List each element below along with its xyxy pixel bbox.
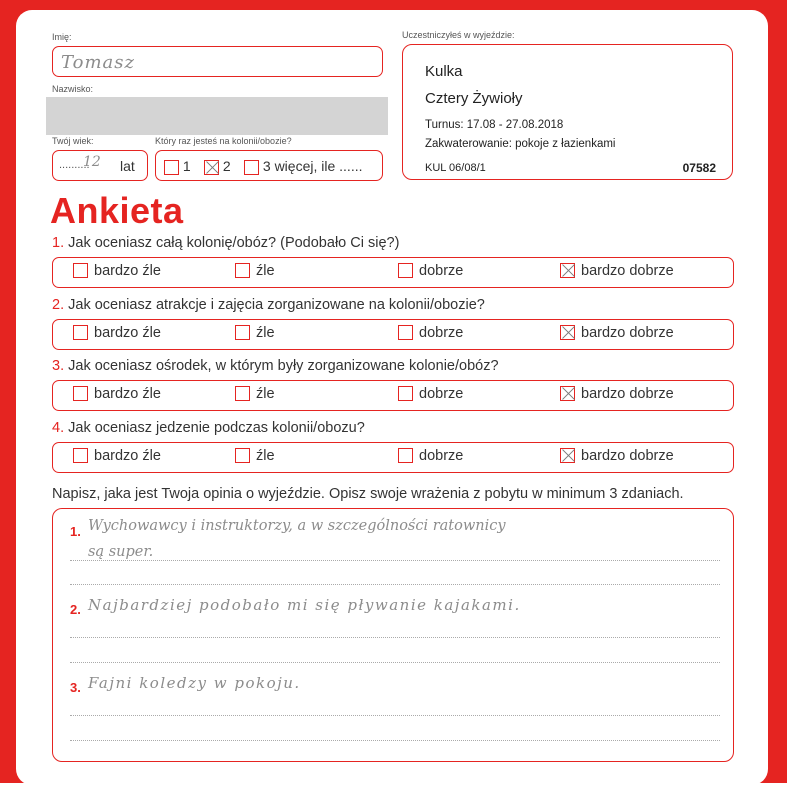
option-bardzo-zle[interactable] — [73, 325, 161, 341]
option-label: dobrze — [419, 325, 464, 341]
times-field — [155, 150, 383, 181]
option-bardzo-dobrze[interactable] — [560, 448, 674, 464]
option-label: dobrze — [419, 386, 464, 402]
rating-row-4 — [52, 442, 734, 473]
question-text: Jak oceniasz jedzenie podczas kolonii/obozu? — [68, 420, 365, 436]
option-label: bardzo źle — [94, 386, 161, 402]
checkbox[interactable] — [398, 325, 413, 340]
option-label: bardzo dobrze — [581, 448, 674, 464]
age-dots: .......... — [59, 159, 90, 171]
survey-title: Ankieta — [50, 190, 184, 231]
question-2 — [52, 297, 485, 313]
redacted-last-name — [46, 97, 388, 135]
age-value: 12 — [83, 154, 101, 170]
option-label: źle — [256, 386, 275, 402]
question-1 — [52, 235, 399, 251]
checkbox[interactable] — [235, 325, 250, 340]
option-dobrze[interactable] — [398, 263, 463, 279]
first-name-label: Imię: — [52, 32, 72, 42]
option-bardzo-zle[interactable] — [73, 263, 161, 279]
times-label: Który raz jesteś na kolonii/obozie? — [155, 136, 292, 146]
checkbox[interactable] — [73, 448, 88, 463]
question-number: 3. — [52, 358, 65, 374]
checkbox[interactable] — [398, 263, 413, 278]
trip-label: Uczestniczyłeś w wyjeździe: — [402, 30, 515, 40]
trip-info-box — [402, 44, 733, 180]
answer-1-line-1: Wychowawcy i instruktorzy, a w szczególności ratownicy — [88, 518, 506, 534]
times-option-3[interactable]: 3 więcej, ile ...... — [244, 158, 362, 175]
option-label: bardzo źle — [94, 263, 161, 279]
rating-row-2 — [52, 319, 734, 350]
age-unit: lat — [120, 158, 135, 174]
checkbox[interactable] — [235, 386, 250, 401]
option-zle[interactable] — [235, 448, 275, 464]
writing-line — [70, 662, 720, 663]
rating-row-1 — [52, 257, 734, 288]
option-label: dobrze — [419, 263, 464, 279]
checkbox[interactable] — [244, 160, 259, 175]
option-label: źle — [256, 448, 275, 464]
answer-number-2: 2. — [70, 602, 81, 617]
question-text: Jak oceniasz ośrodek, w którym były zorganizowane kolonie/obóz? — [68, 358, 499, 374]
trip-name: Kulka — [425, 63, 463, 80]
checkbox[interactable] — [73, 386, 88, 401]
age-label: Twój wiek: — [52, 136, 94, 146]
question-number: 4. — [52, 420, 65, 436]
first-name-value: Tomasz — [61, 52, 135, 73]
option-label: źle — [256, 325, 275, 341]
option-zle[interactable] — [235, 386, 275, 402]
option-dobrze[interactable] — [398, 386, 463, 402]
option-bardzo-dobrze[interactable] — [560, 386, 674, 402]
writing-line — [70, 584, 720, 585]
option-zle[interactable] — [235, 325, 275, 341]
option-zle[interactable] — [235, 263, 275, 279]
trip-turnus: Turnus: 17.08 - 27.08.2018 — [425, 119, 564, 131]
option-bardzo-dobrze[interactable] — [560, 325, 674, 341]
option-label: bardzo źle — [94, 325, 161, 341]
question-4 — [52, 420, 365, 436]
checkbox[interactable] — [235, 263, 250, 278]
checkbox[interactable] — [73, 325, 88, 340]
option-dobrze[interactable] — [398, 448, 463, 464]
question-number: 2. — [52, 297, 65, 313]
option-bardzo-dobrze[interactable] — [560, 263, 674, 279]
opinion-box[interactable] — [52, 508, 734, 762]
option-label: bardzo dobrze — [581, 386, 674, 402]
option-label: bardzo źle — [94, 448, 161, 464]
question-3 — [52, 358, 499, 374]
checkbox-checked[interactable] — [560, 386, 575, 401]
writing-line — [70, 560, 720, 561]
rating-row-3 — [52, 380, 734, 411]
age-field[interactable] — [52, 150, 148, 181]
answer-number-1: 1. — [70, 524, 81, 539]
writing-line — [70, 637, 720, 638]
option-bardzo-zle[interactable] — [73, 448, 161, 464]
writing-line — [70, 740, 720, 741]
question-number: 1. — [52, 235, 65, 251]
checkbox-checked[interactable] — [560, 263, 575, 278]
option-label: bardzo dobrze — [581, 325, 674, 341]
checkbox[interactable] — [398, 448, 413, 463]
checkbox-checked[interactable] — [204, 160, 219, 175]
times-option-2[interactable]: 2 — [204, 158, 231, 175]
option-dobrze[interactable] — [398, 325, 463, 341]
checkbox-checked[interactable] — [560, 325, 575, 340]
opinion-prompt: Napisz, jaka jest Twoja opinia o wyjeździe. Opisz swoje wrażenia z pobytu w minimum 3 zdaniach. — [52, 486, 684, 502]
first-name-field[interactable] — [52, 46, 383, 77]
checkbox-checked[interactable] — [560, 448, 575, 463]
answer-3-line-1: Fajni koledzy w pokoju. — [88, 674, 301, 692]
option-label: dobrze — [419, 448, 464, 464]
checkbox[interactable] — [164, 160, 179, 175]
answer-2-line-1: Najbardziej podobało mi się pływanie kajakami. — [88, 596, 521, 614]
answer-number-3: 3. — [70, 680, 81, 695]
option-bardzo-zle[interactable] — [73, 386, 161, 402]
writing-line — [70, 715, 720, 716]
answer-1-line-2: są super. — [88, 544, 154, 560]
times-option-1[interactable]: 1 — [164, 158, 191, 175]
trip-number: 07582 — [682, 161, 716, 175]
question-text: Jak oceniasz całą kolonię/obóz? (Podobało Ci się?) — [68, 235, 400, 251]
last-name-label: Nazwisko: — [52, 84, 94, 94]
checkbox[interactable] — [73, 263, 88, 278]
trip-code: KUL 06/08/1 — [425, 162, 486, 174]
trip-accommodation: Zakwaterowanie: pokoje z łazienkami — [425, 138, 616, 150]
question-text: Jak oceniasz atrakcje i zajęcia zorganizowane na kolonii/obozie? — [68, 297, 485, 313]
checkbox[interactable] — [235, 448, 250, 463]
checkbox[interactable] — [398, 386, 413, 401]
option-label: bardzo dobrze — [581, 263, 674, 279]
trip-subtitle: Cztery Żywioły — [425, 90, 523, 107]
option-label: źle — [256, 263, 275, 279]
